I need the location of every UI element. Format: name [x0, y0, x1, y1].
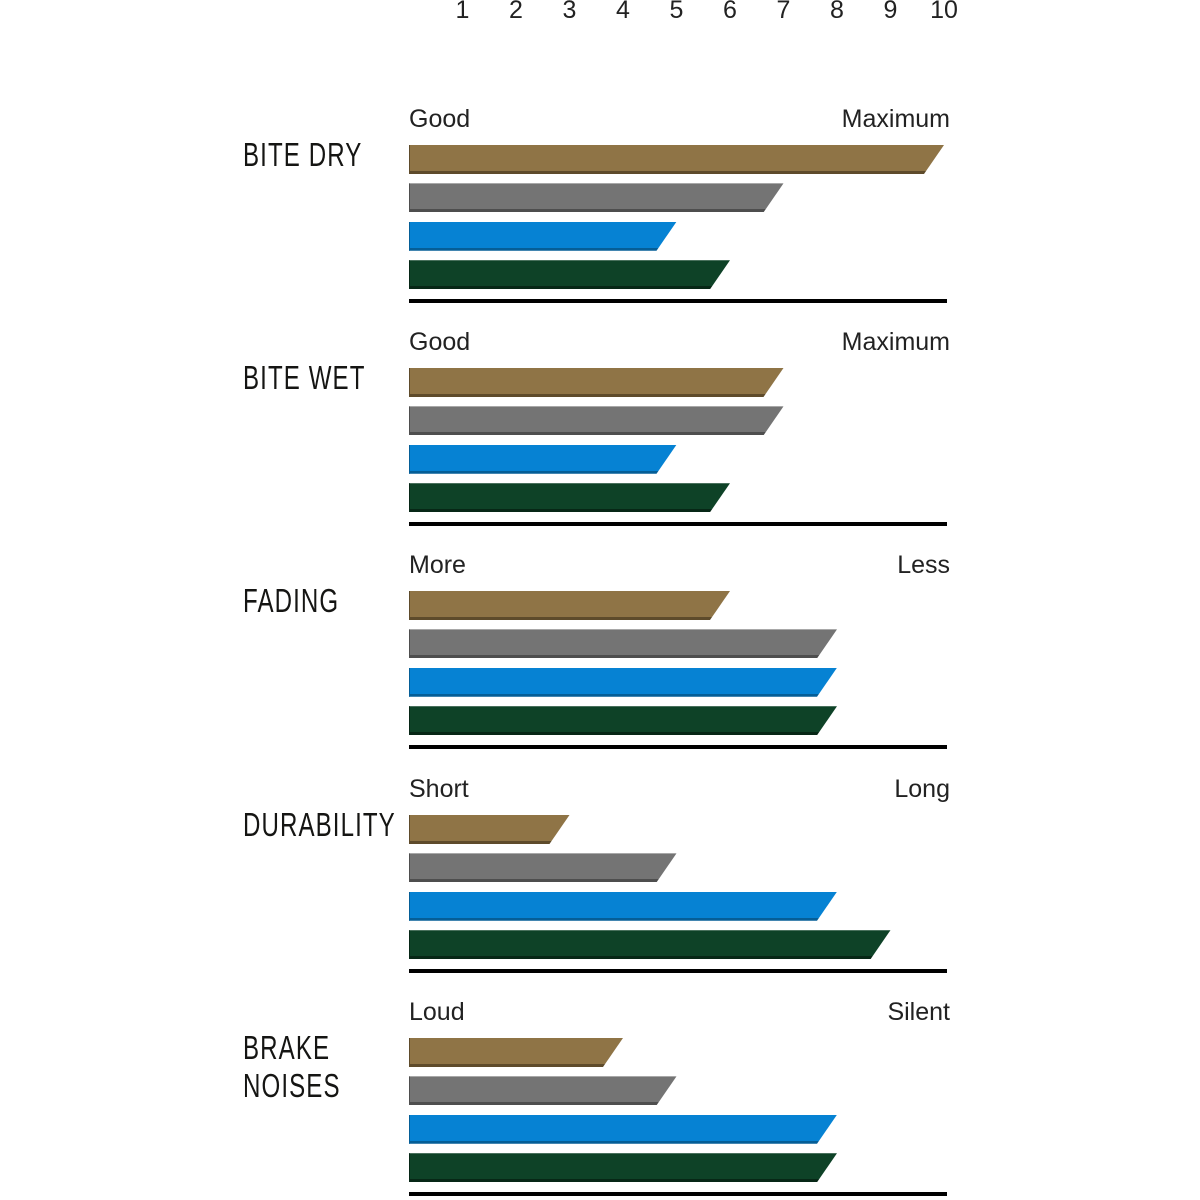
bar-pad-gray	[409, 406, 784, 435]
axis-tick-9: 9	[883, 0, 898, 24]
bar-pad-gold	[409, 1038, 623, 1067]
endpoint-labels	[409, 552, 950, 578]
axis-baseline	[409, 1192, 947, 1196]
axis-tick-2: 2	[509, 0, 523, 24]
section-bite-wet	[0, 223, 1200, 446]
section-title-line: BRAKE	[243, 1029, 331, 1066]
section-title	[243, 136, 407, 174]
axis-tick-8: 8	[830, 0, 844, 24]
section-title-line: DURABILITY	[243, 806, 396, 843]
bar-pad-gray	[409, 629, 837, 658]
bar-pad-gold	[409, 815, 570, 844]
section-title-line: NOISES	[243, 1067, 341, 1104]
bar-pad-gray	[409, 183, 784, 212]
endpoint-labels	[409, 999, 950, 1025]
endpoint-label-left: Good	[409, 105, 471, 133]
section-bite-dry	[0, 0, 1200, 223]
section-durability	[0, 670, 1200, 893]
axis-tick-3: 3	[562, 0, 577, 24]
section-title-line: BITE WET	[243, 359, 366, 396]
bar-pad-gray	[409, 853, 677, 882]
bar-pad-gold	[409, 591, 730, 620]
axis-tick-4: 4	[616, 0, 630, 24]
endpoint-label-left: Good	[409, 328, 471, 356]
section-title-line: BITE DRY	[243, 136, 363, 173]
axis-tick-6: 6	[723, 0, 737, 24]
endpoint-label-right: Maximum	[841, 105, 950, 133]
section-title-line: FADING	[243, 582, 340, 619]
endpoint-label-right: Long	[894, 775, 950, 803]
endpoint-label-left: More	[409, 551, 466, 579]
bar-pad-gold	[409, 145, 944, 174]
section-title	[243, 582, 375, 620]
endpoint-labels	[409, 776, 950, 802]
section-title	[243, 359, 411, 397]
bar-pad-green	[409, 1153, 837, 1182]
section-fading	[0, 446, 1200, 669]
endpoint-label-left: Short	[409, 775, 469, 803]
endpoint-label-right: Silent	[887, 998, 950, 1026]
endpoint-label-right: Maximum	[841, 328, 950, 356]
axis-tick-5: 5	[669, 0, 684, 24]
bar-pad-gray	[409, 1076, 677, 1105]
axis-tick-1: 1	[455, 0, 470, 24]
bar-pad-gold	[409, 368, 784, 397]
section-brake-noises	[0, 893, 1200, 1116]
bar-pad-blue	[409, 1115, 837, 1144]
section-title	[243, 1029, 377, 1105]
endpoint-labels	[409, 329, 950, 355]
axis-tick-10: 10	[930, 0, 958, 24]
endpoint-label-left: Loud	[409, 998, 465, 1026]
endpoint-label-right: Less	[897, 551, 950, 579]
axis-tick-7: 7	[776, 0, 791, 24]
endpoint-labels	[409, 106, 950, 132]
